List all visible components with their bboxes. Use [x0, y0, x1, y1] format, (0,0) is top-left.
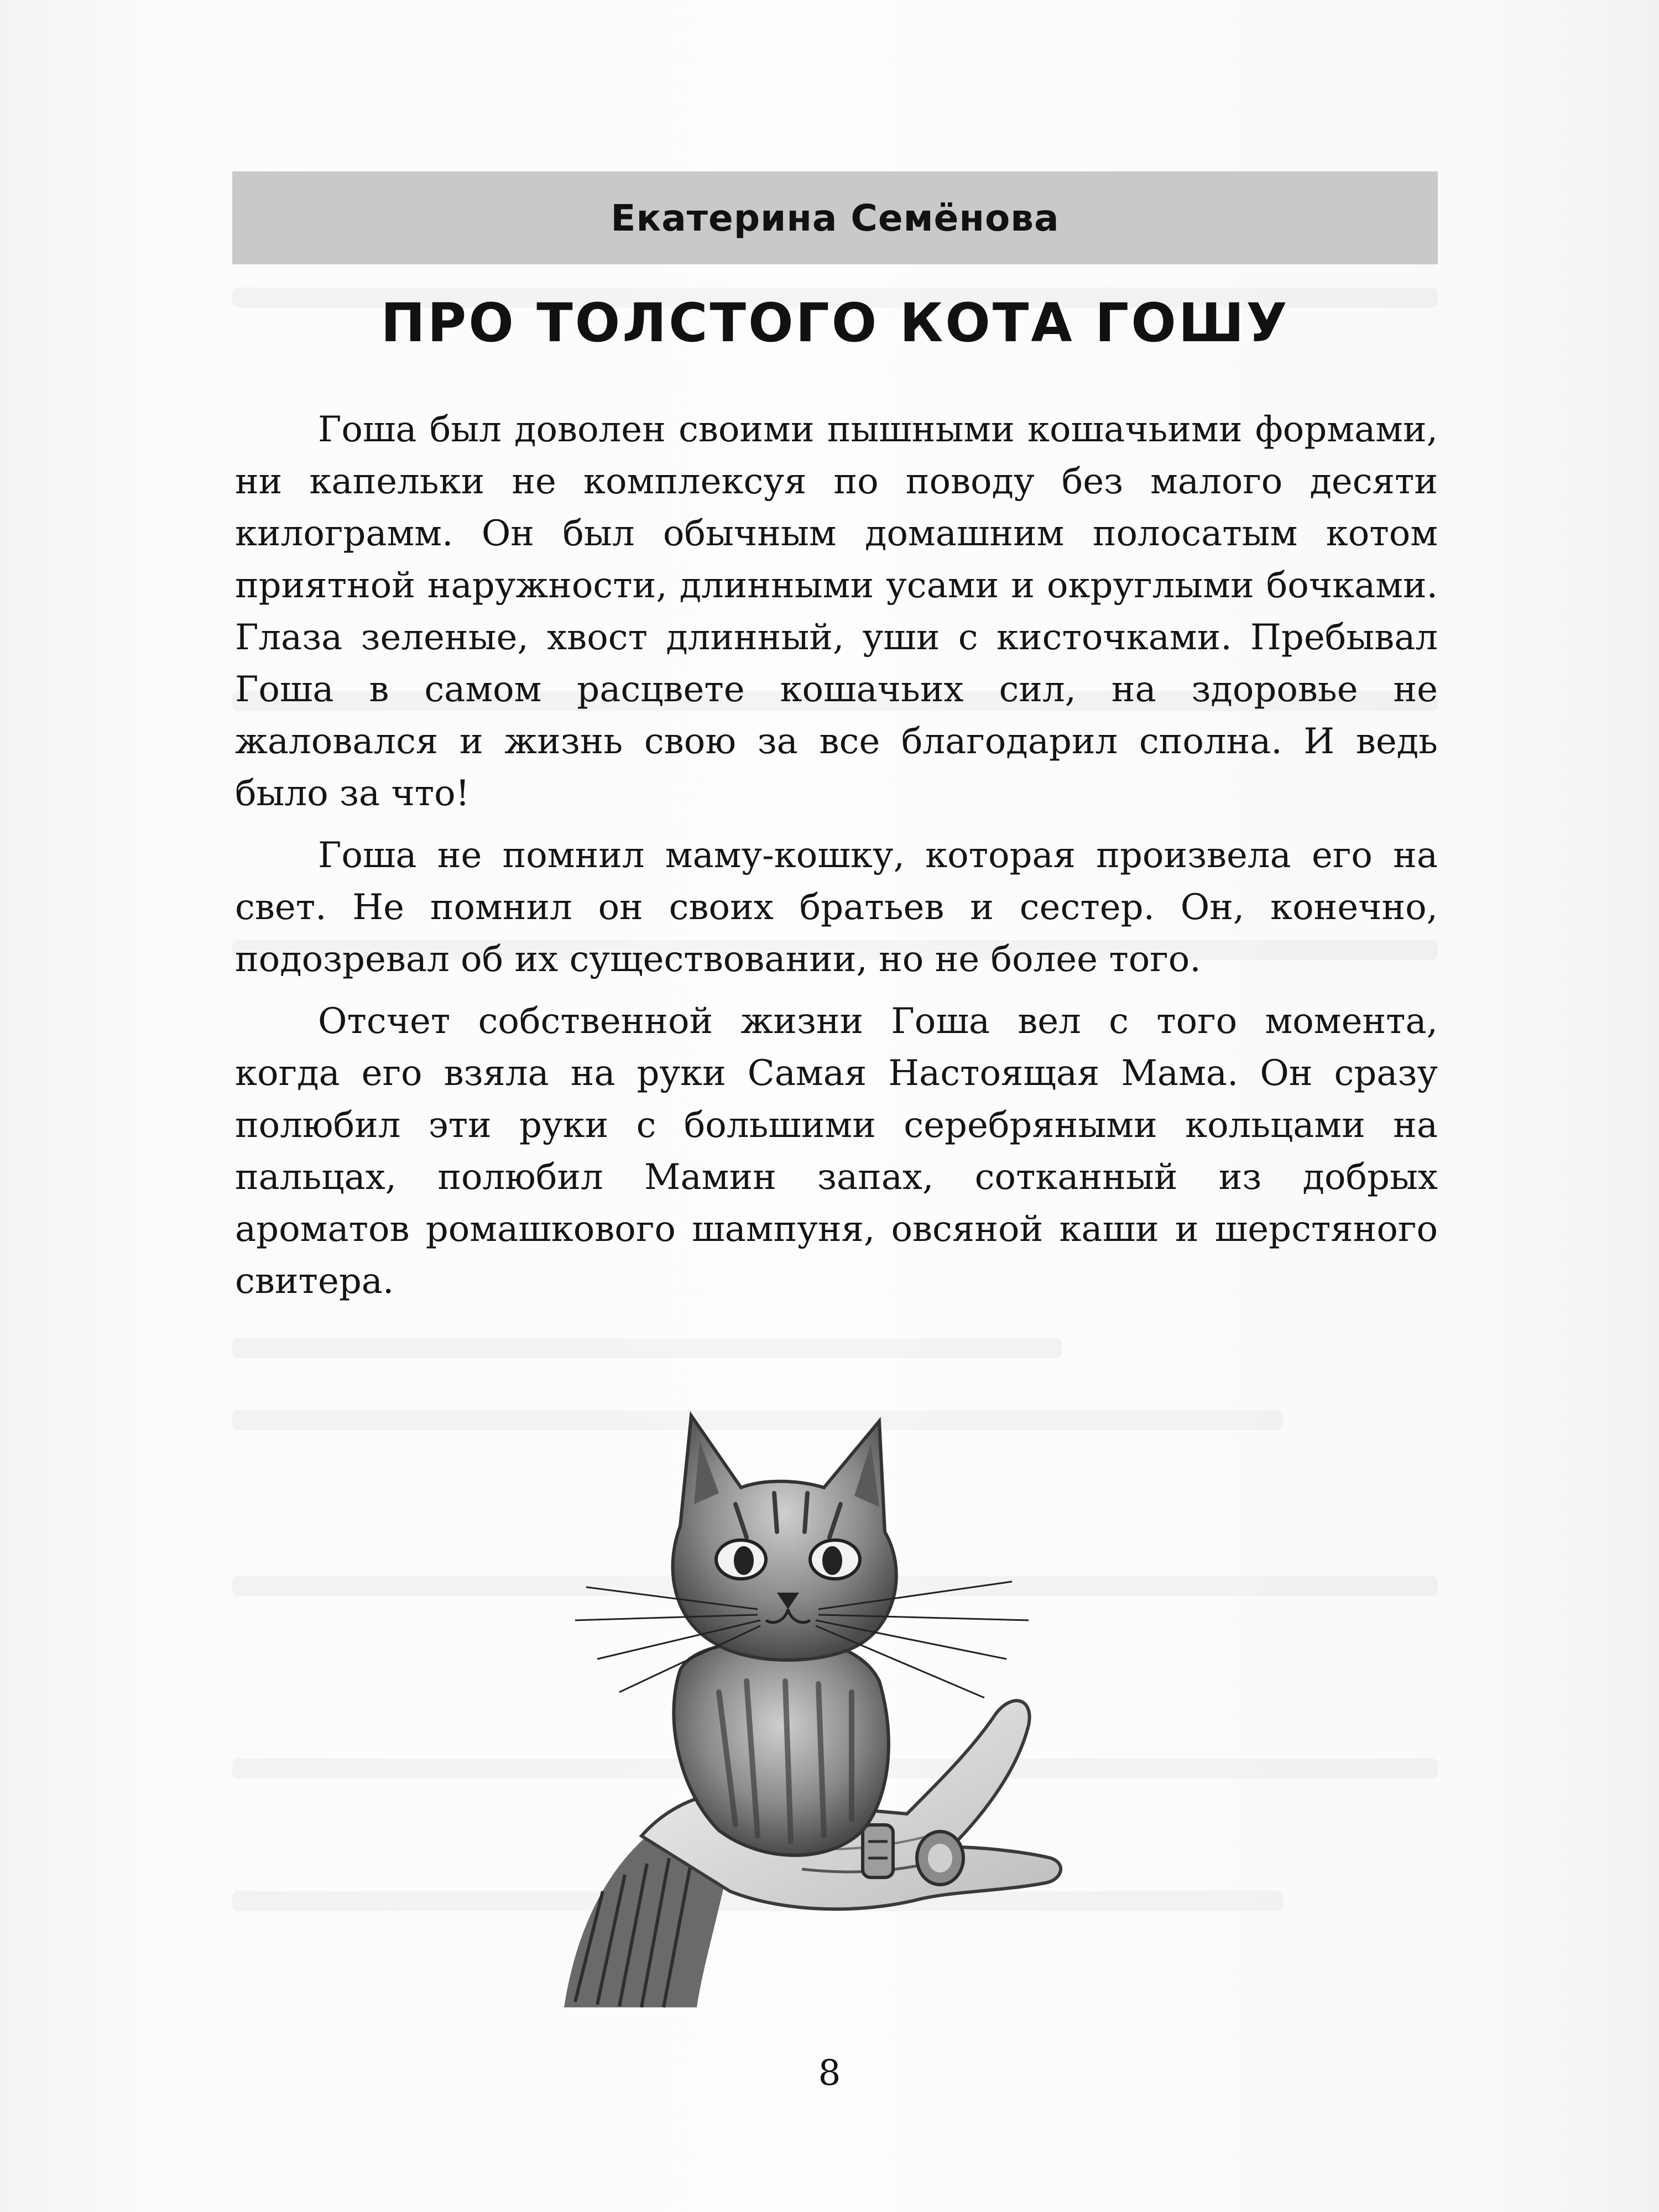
author-header-bar	[232, 171, 1438, 264]
paragraph: Отсчет собственной жизни Гоша вел с того момента, когда его взяла на руки Самая Настоящая Мама. Он сразу полюбил эти руки с большими серебряными кольцами на пальцах, полюбил Мамин запах, сотканный из добрых ароматов ромашкового шампуня, овсяной каши и шерстяного свитера.	[235, 1001, 1438, 1302]
paragraph: Гоша был доволен своими пышными кошачьими формами, ни капельки не комплексуя по поводу без малого десяти килограмм. Он был обычным домашним полосатым котом приятной наружности, длинными усами и округлыми бочками. Глаза зеленые, хвост длинный, уши с кисточками. Пребывал Гоша в самом расцвете кошачьих сил, на здоровье не жаловался и жизнь свою за все благодарил сполна. И ведь было за что!	[235, 409, 1438, 814]
show-through-line	[232, 1338, 1062, 1358]
paragraph: Гоша не помнил маму-кошку, которая произвела его на свет. Не помнил он своих братьев и сестер. Он, конечно, подозревал об их существовании, но не более того.	[235, 835, 1438, 980]
kitten-on-hand-illustration	[553, 1360, 1084, 2013]
page-number: 8	[818, 2053, 841, 2094]
story-title: ПРО ТОЛСТОГО КОТА ГОШУ	[380, 292, 1290, 354]
story-body	[235, 404, 1438, 1317]
author-name: Екатерина Семёнова	[611, 196, 1060, 239]
